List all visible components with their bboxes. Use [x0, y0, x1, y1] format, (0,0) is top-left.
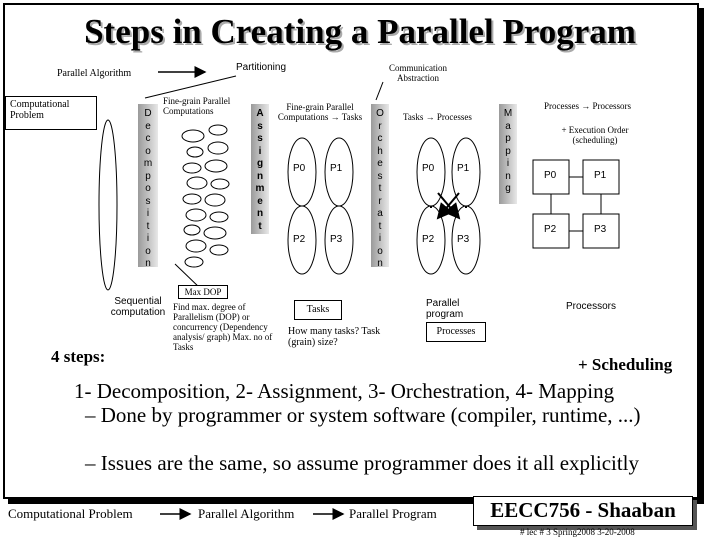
processor-p1: P1: [594, 170, 607, 181]
execution-order-label: + Execution Order (scheduling): [561, 125, 629, 145]
task-ovals: [288, 138, 353, 274]
pointer-partitioning: [145, 76, 236, 98]
assignment-label: A s s i g n m e n t: [255, 108, 265, 232]
sequential-ellipse: [99, 120, 117, 290]
communication-abstraction-label: Communication Abstraction: [389, 63, 447, 83]
process-p3: P3: [457, 234, 470, 245]
slide-title: Steps in Creating a Parallel Program: [84, 12, 636, 51]
course-badge: EECC756 - Shaaban: [473, 496, 693, 526]
process-p2: P2: [422, 234, 435, 245]
fine-grain-ovals: [182, 125, 229, 267]
processes-processors-label: Processes → Processors: [544, 101, 631, 111]
processor-p0: P0: [544, 170, 557, 181]
task-p2: P2: [293, 234, 306, 245]
computational-problem-box: Computational Problem: [5, 96, 97, 130]
processes-box: Processes: [426, 322, 486, 342]
scheduling-label: + Scheduling: [578, 355, 673, 374]
pointer-communication: [376, 82, 383, 100]
footer-parallel-algorithm: Parallel Algorithm: [198, 506, 295, 521]
task-p0: P0: [293, 163, 306, 174]
parallel-program-label: Parallel program: [426, 298, 464, 320]
four-steps-label: 4 steps:: [51, 347, 106, 366]
footer-computational-problem: Computational Problem: [8, 506, 133, 521]
processor-p2: P2: [544, 224, 557, 235]
task-p3: P3: [330, 234, 343, 245]
tasks-processes-label: Tasks → Processes: [403, 112, 472, 122]
max-dop-box: Max DOP: [178, 285, 228, 299]
decomposition-label: D e c o m p o s i t i o n: [143, 108, 153, 269]
fine-grain-tasks-label: Fine-grain Parallel Computations → Tasks: [277, 102, 363, 122]
process-p1: P1: [457, 163, 470, 174]
sequential-computation-label: Sequential computation: [110, 296, 166, 318]
processor-p3: P3: [594, 224, 607, 235]
how-many-tasks-text: How many tasks? Task (grain) size?: [288, 326, 381, 348]
footer-parallel-program: Parallel Program: [349, 506, 437, 521]
bullet-1: – Done by programmer or system software (compiler, runtime, ...): [85, 403, 641, 427]
process-p0: P0: [422, 163, 435, 174]
partitioning-label: Partitioning: [236, 62, 287, 73]
parallel-algorithm-label: Parallel Algorithm: [57, 68, 132, 79]
fine-grain-label: Fine-grain Parallel Computations: [163, 96, 231, 116]
find-max-dop-text: Find max. degree of Parallelism (DOP) or concurrency (Dependency analysis/ graph) Max. no of Tasks: [173, 302, 273, 352]
processors-label: Processors: [566, 301, 617, 312]
process-communication-arrows: [431, 193, 466, 218]
task-p1: P1: [330, 163, 343, 174]
steps-line: 1- Decomposition, 2- Assignment, 3- Orchestration, 4- Mapping: [74, 379, 615, 403]
tasks-box: Tasks: [294, 300, 342, 320]
lecture-meta: # lec # 3 Spring2008 3-20-2008: [520, 527, 635, 537]
bullet-2: – Issues are the same, so assume programmer does it all explicitly: [85, 451, 640, 475]
mapping-label: M a p p i n g: [503, 108, 513, 194]
orchestration-label: O r c h e s t r a t i o n: [376, 108, 384, 269]
